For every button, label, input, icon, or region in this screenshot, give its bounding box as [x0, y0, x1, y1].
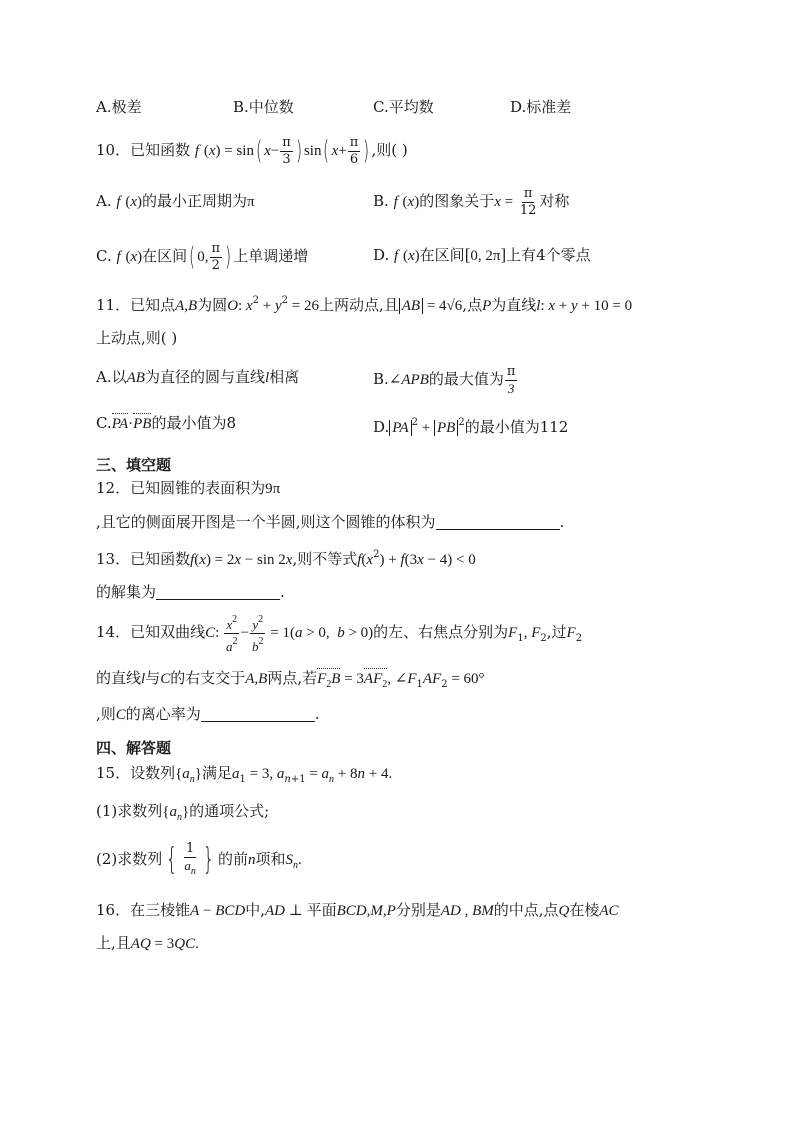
q9-option-b: B.中位数 — [233, 98, 294, 116]
q11-stem-line2: 上动点,则( ) — [96, 329, 178, 347]
q16-line2: 上,且AQ = 3QC. — [96, 934, 199, 952]
q11-option-a: A.以AB为直径的圆与直线l相离 — [96, 368, 300, 386]
q9-option-c: C.平均数 — [373, 98, 434, 116]
q11-stem: 11．已知点A,B为圆O: $x^2 + y^2 = 26$上两动点,且 AB = 4√6,点P为直线l: x + y + 10 = 0 — [96, 295, 633, 314]
q15-line2: (1)求数列$\{a_n\}$的通项公式; — [96, 802, 270, 823]
q15-line3: (2)求数列 { $\frac{1}{a_n}$ } 的前n项和$S_n$. — [96, 840, 302, 877]
q9-option-a: A.极差 — [96, 98, 142, 116]
q14-line2: 的直线l与C的右支交于A,B两点,若$F_2B = 3AF_2$, $\angle F_1AF_2 = 60^\circ$ — [96, 667, 485, 696]
q13-line2: 的解集为 . — [96, 583, 285, 601]
q11-option-b: B.∠APB的最大值为 $\frac{\pi}{3}$ — [373, 363, 516, 396]
q10-stem: 10．已知函数 f (x) = sin( x− $\frac{\pi}{3}$ ) sin( x+ $\frac{\pi}{6}$ ) ,则( ) — [96, 134, 408, 167]
q14-line3: ,则C的离心率为 . — [96, 705, 320, 723]
q12-answer-blank[interactable] — [436, 513, 560, 530]
q9-option-d: D.标准差 — [510, 98, 572, 116]
q10-option-c: C. f (x)在区间( 0, $\frac{\pi}{2}$ ) 上单调递增 — [96, 240, 309, 273]
q10-option-d: D. f (x)在区间[0, 2π]上有4个零点 — [373, 245, 591, 264]
q12-line1: 12．已知圆锥的表面积为9π — [96, 479, 281, 497]
q10-option-a: A. f (x)的最小正周期为π — [96, 192, 255, 210]
q16-line1: 16．在三棱锥A − BCD中,AD ⊥ 平面BCD,M,P分别是AD , BM的中点,点Q在棱AC — [96, 901, 619, 919]
section-solution-title: 四、解答题 — [96, 739, 172, 757]
q11-option-d: D. PA $^2$ + PB $^2$的最小值为112 — [373, 417, 569, 436]
q14-answer-blank[interactable] — [201, 705, 315, 722]
q14-line1: 14．已知双曲线C: $\frac{x^2}{a^2}$ − $\frac{y^2}{b^2}$ = 1(a > 0, b > 0)的左、右焦点分别为$F_1$, $F_2$,过$F_2$ — [96, 613, 583, 654]
q12-line2: ,且它的侧面展开图是一个半圆,则这个圆锥的体积为 . — [96, 513, 565, 531]
q11-option-c: C.PA·PB的最小值为8 — [96, 412, 236, 435]
section-fill-in-title: 三、填空题 — [96, 456, 172, 474]
q15-line1: 15．设数列$\{a_n\}$满足$a_1 = 3$, $a_{n+1} = a_n + 8n + 4$. — [96, 764, 393, 785]
q10-option-b: B. f (x)的图象关于x = $\frac{\pi}{12}$ 对称 — [373, 185, 570, 218]
q13-answer-blank[interactable] — [156, 583, 280, 600]
q13-line1: 13．已知函数f(x) = 2x − sin 2x,则不等式$f(x^2) + f(3x - 4) < 0$ — [96, 549, 476, 568]
